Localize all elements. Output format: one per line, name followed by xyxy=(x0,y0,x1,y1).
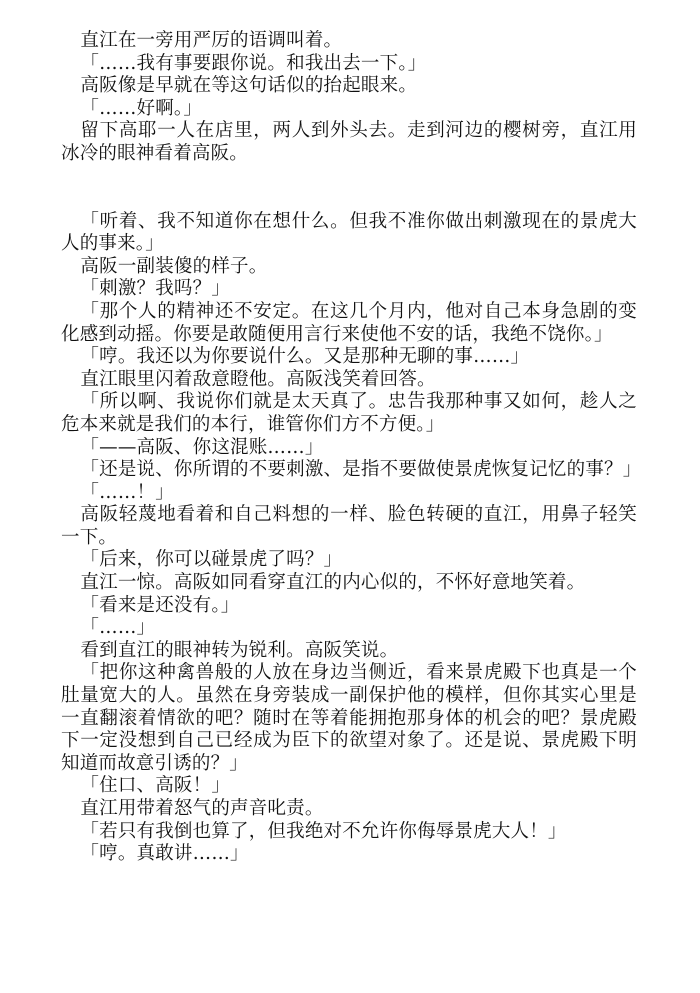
paragraph: 「后来，你可以碰景虎了吗？」 xyxy=(80,549,343,571)
section-break xyxy=(61,166,637,211)
paragraph: 「所以啊、我说你们就是太天真了。忠告我那种事又如何，趁人之危本来就是我们的本行，谁管你们方不方便。」 xyxy=(61,391,637,435)
paragraph: 「……！」 xyxy=(80,481,174,503)
paragraph: 直江在一旁用严厉的语调叫着。 xyxy=(80,30,343,51)
paragraph: 「住口、高阪！」 xyxy=(80,775,231,797)
body-text xyxy=(61,30,642,866)
paragraph: 「哼。我还以为你要说什么。又是那种无聊的事……」 xyxy=(80,346,530,368)
paragraph: 直江眼里闪着敌意瞪他。高阪浅笑着回答。 xyxy=(80,368,436,390)
paragraph: 高阪像是早就在等这句话似的抬起眼来。 xyxy=(80,75,418,97)
paragraph: 看到直江的眼神转为锐利。高阪笑说。 xyxy=(80,639,399,661)
paragraph: 「——高阪、你这混账……」 xyxy=(80,436,324,458)
paragraph: 留下高耶一人在店里，两人到外头去。走到河边的樱树旁，直江用冰冷的眼神看着高阪。 xyxy=(61,120,637,164)
paragraph: 直江用带着怒气的声音叱责。 xyxy=(80,798,324,819)
paragraph: 「哼。真敢讲……」 xyxy=(80,843,249,865)
paragraph: 「还是说、你所谓的不要刺激、是指不要做使景虎恢复记忆的事？」 xyxy=(80,459,642,481)
paragraph: 高阪一副装傻的样子。 xyxy=(80,255,268,277)
paragraph: 「若只有我倒也算了，但我绝对不允许你侮辱景虎大人！」 xyxy=(80,820,567,842)
paragraph: 「……我有事要跟你说。和我出去一下。」 xyxy=(80,52,427,74)
paragraph: 「那个人的精神还不安定。在这几个月内，他对自己本身急剧的变化感到动摇。你要是敢随便用言行来使他不安的话，我绝不饶你。」 xyxy=(61,300,637,345)
paragraph: 「听着、我不知道你在想什么。但我不准你做出刺激现在的景虎大人的事来。」 xyxy=(61,210,637,255)
paragraph: 高阪轻蔑地看着和自己料想的一样、脸色转硬的直江，用鼻子轻笑一下。 xyxy=(61,504,637,548)
paragraph: 「……好啊。」 xyxy=(80,97,203,119)
paragraph: 直江一惊。高阪如同看穿直江的内心似的，不怀好意地笑着。 xyxy=(80,572,586,594)
paragraph: 「看来是还没有。」 xyxy=(80,594,240,616)
paragraph: 「刺激？我吗？」 xyxy=(80,278,231,300)
paragraph: 「……」 xyxy=(80,617,156,639)
paragraph: 「把你这种禽兽般的人放在身边当侧近，看来景虎殿下也真是一个肚量宽大的人。虽然在身旁装成一副保护他的模样，但你其实心里是一直翻滚着情欲的吧？随时在等着能拥抱那身体的机会的吧？景虎殿下一定没想到自己已经成为臣下的欲望对象了。还是说、景虎殿下明知道而故意引诱的？」 xyxy=(61,662,637,774)
